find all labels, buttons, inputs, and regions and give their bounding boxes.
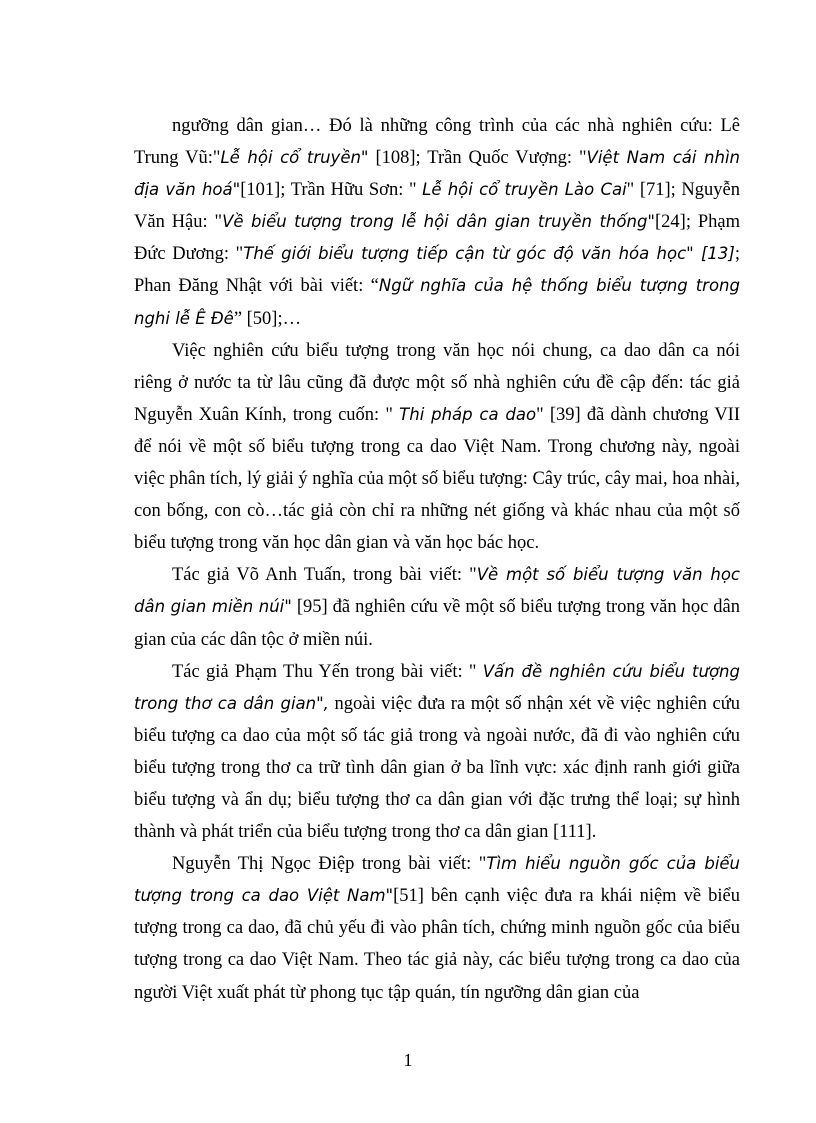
italic-citation-text: Về một số biểu tượng văn học dân gian miền núi" (134, 565, 740, 617)
italic-citation-text: Việt Nam cái nhìn địa văn hoá" (134, 148, 741, 200)
paragraph-2 (134, 335, 740, 560)
italic-citation-text: Vấn đề nghiên cứu biểu tượng trong thơ ca dân gian", (134, 661, 740, 713)
paragraph-1 (134, 110, 740, 335)
italic-citation-text: Thế giới biểu tượng tiếp cận từ góc độ văn hóa học" [13] (243, 244, 735, 264)
body-text-segment: Nguyễn Thị Ngọc Điệp trong bài viết: " (172, 854, 487, 875)
body-text-segment: ngưỡng dân gian… Đó là những công trình của các nhà nghiên cứu: Lê Trung Vũ:" (134, 116, 740, 169)
italic-citation-text: Về biểu tượng trong lễ hội dân gian truyền thống" (222, 212, 656, 232)
body-text-segment: [24]; Phạm Đức Dương: " (134, 212, 740, 265)
body-text-segment: ” [50];… (233, 308, 302, 329)
italic-citation-text: Ngữ nghĩa của hệ thống biểu tượng trong nghi lễ Ê Đê (134, 276, 740, 328)
body-text-segment: " [39] đã dành chương VII để nói về một số biểu tượng trong ca dao Việt Nam. Trong chương này, ngoài việc phân tích, lý giải ý nghĩa của một số biểu tượng: Cây trúc, cây mai, hoa nhài, con bống, con cò…tác giả còn chỉ ra những nét giống và khác nhau của một số biểu tượng trong văn học dân gian và văn học bác học. (134, 404, 741, 554)
body-text-segment: " [71]; Nguyễn Văn Hậu: " (134, 180, 740, 233)
body-text-segment: Việc nghiên cứu biểu tượng trong văn học nói chung, ca dao dân ca nói riêng ở nước ta từ lâu cũng đã được một số nhà nghiên cứu đề cập đến: tác giả Nguyễn Xuân Kính, trong cuốn: " (134, 340, 740, 425)
paragraph-4 (134, 656, 740, 849)
body-text-segment: [108]; Trần Quốc Vượng: " (368, 148, 587, 169)
paragraph-3 (134, 559, 740, 655)
body-text-segment: [101]; Trần Hữu Sơn: " (240, 180, 423, 201)
page-number: 1 (403, 1050, 413, 1070)
italic-citation-text: Thi pháp ca dao (399, 404, 537, 424)
body-text-segment: ; Phan Đăng Nhật với bài viết: “ (134, 244, 740, 297)
body-text-segment: Tác giả Phạm Thu Yến trong bài viết: " (172, 661, 483, 682)
italic-citation-text: Tìm hiểu nguồn gốc của biểu tượng trong ca dao Việt Nam" (134, 854, 741, 906)
paragraph-5 (134, 848, 740, 1008)
body-text-segment: Tác giả Võ Anh Tuấn, trong bài viết: " (172, 565, 477, 586)
body-text (134, 110, 740, 1009)
italic-citation-text: Lễ hội cổ truyền Lào Cai (422, 180, 627, 200)
italic-citation-text: Lễ hội cổ truyền" (220, 148, 369, 168)
body-text-segment: ngoài việc đưa ra một số nhận xét về việc nghiên cứu biểu tượng ca dao của một số tác giả trong và ngoài nước, đã đi vào nghiên cứu biểu tượng trong thơ ca trữ tình dân gian ở ba lĩnh vực: xác định ranh giới giữa biểu tượng và ẩn dụ; biểu tượng thơ ca dân gian với đặc trưng thể loại; sự hình thành và phát triển của biểu tượng trong thơ ca dân gian [111]. (134, 693, 740, 843)
body-text-segment: [51] bên cạnh việc đưa ra khái niệm về biểu tượng trong ca dao, đã chủ yếu đi vào phân tích, chứng minh nguồn gốc của biểu tượng trong ca dao Việt Nam. Theo tác giả này, các biểu tượng trong ca dao của người Việt xuất phát từ phong tục tập quán, tín ngưỡng dân gian của (134, 886, 741, 1003)
body-text-segment: [95] đã nghiên cứu về một số biểu tượng trong văn học dân gian của các dân tộc ở miền núi. (134, 597, 741, 650)
